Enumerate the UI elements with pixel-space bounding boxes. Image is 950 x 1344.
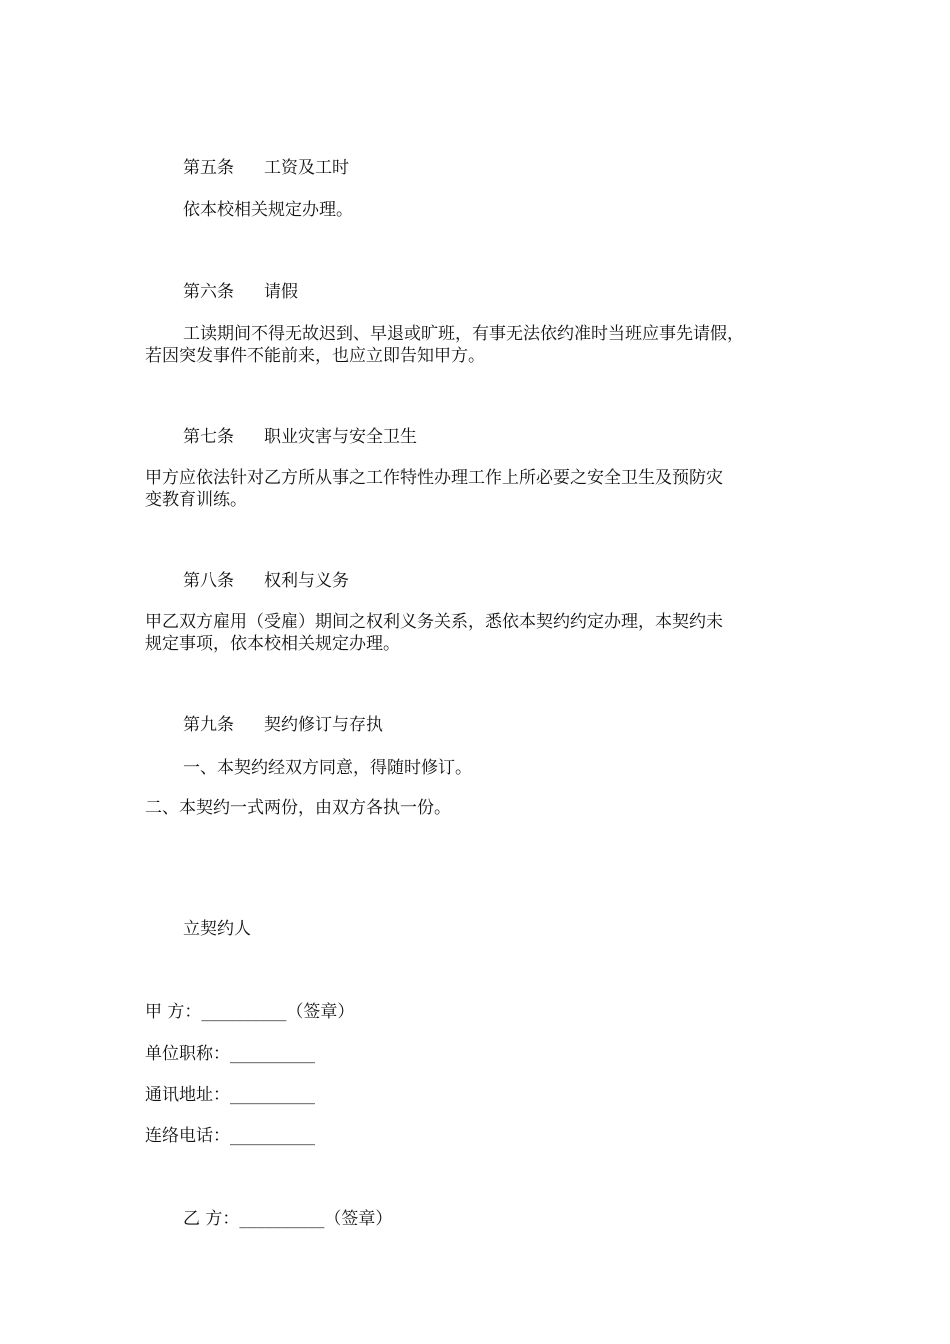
article-9-number: 第九条: [183, 715, 234, 735]
job-title-field: 单位职称：__________: [145, 1044, 315, 1064]
article-5-number: 第五条: [183, 158, 234, 178]
article-9-title: 契约修订与存执: [264, 715, 383, 735]
article-7-body-line1: 甲方应依法针对乙方所从事之工作特性办理工作上所必要之安全卫生及预防灾: [145, 468, 723, 488]
article-6-number: 第六条: [183, 282, 234, 302]
signatories-heading: 立契约人: [183, 919, 251, 939]
article-7-heading: [183, 426, 417, 448]
address-field: 通讯地址：__________: [145, 1085, 315, 1105]
article-5-title: 工资及工时: [264, 158, 349, 178]
article-8-title: 权利与义务: [264, 571, 349, 591]
article-6-title: 请假: [264, 282, 298, 302]
article-6-heading: [183, 281, 298, 303]
article-8-body-line1: 甲乙双方雇用（受雇）期间之权利义务关系，悉依本契约约定办理，本契约未: [145, 612, 723, 632]
article-6-body-line1: 工读期间不得无故迟到、早退或旷班，有事无法依约准时当班应事先请假，: [183, 324, 744, 344]
article-7-body-line2: 变教育训练。: [145, 490, 247, 510]
party-b-signature-field: 乙 方：__________（签章）: [183, 1209, 393, 1229]
article-8-body-line2: 规定事项，依本校相关规定办理。: [145, 634, 400, 654]
article-8-heading: [183, 570, 349, 592]
article-9-item-2: 二、本契约一式两份，由双方各执一份。: [145, 798, 451, 818]
article-7-number: 第七条: [183, 427, 234, 447]
phone-field: 连络电话：__________: [145, 1126, 315, 1146]
party-a-signature-field: 甲 方：__________（签章）: [145, 1002, 355, 1022]
article-6-body-line2: 若因突发事件不能前来，也应立即告知甲方。: [145, 346, 485, 366]
article-9-item-1: 一、本契约经双方同意，得随时修订。: [183, 758, 472, 778]
article-8-number: 第八条: [183, 571, 234, 591]
article-5-heading: [183, 157, 349, 179]
article-7-title: 职业灾害与安全卫生: [264, 427, 417, 447]
article-5-body: 依本校相关规定办理。: [183, 200, 353, 220]
article-9-heading: [183, 714, 383, 736]
